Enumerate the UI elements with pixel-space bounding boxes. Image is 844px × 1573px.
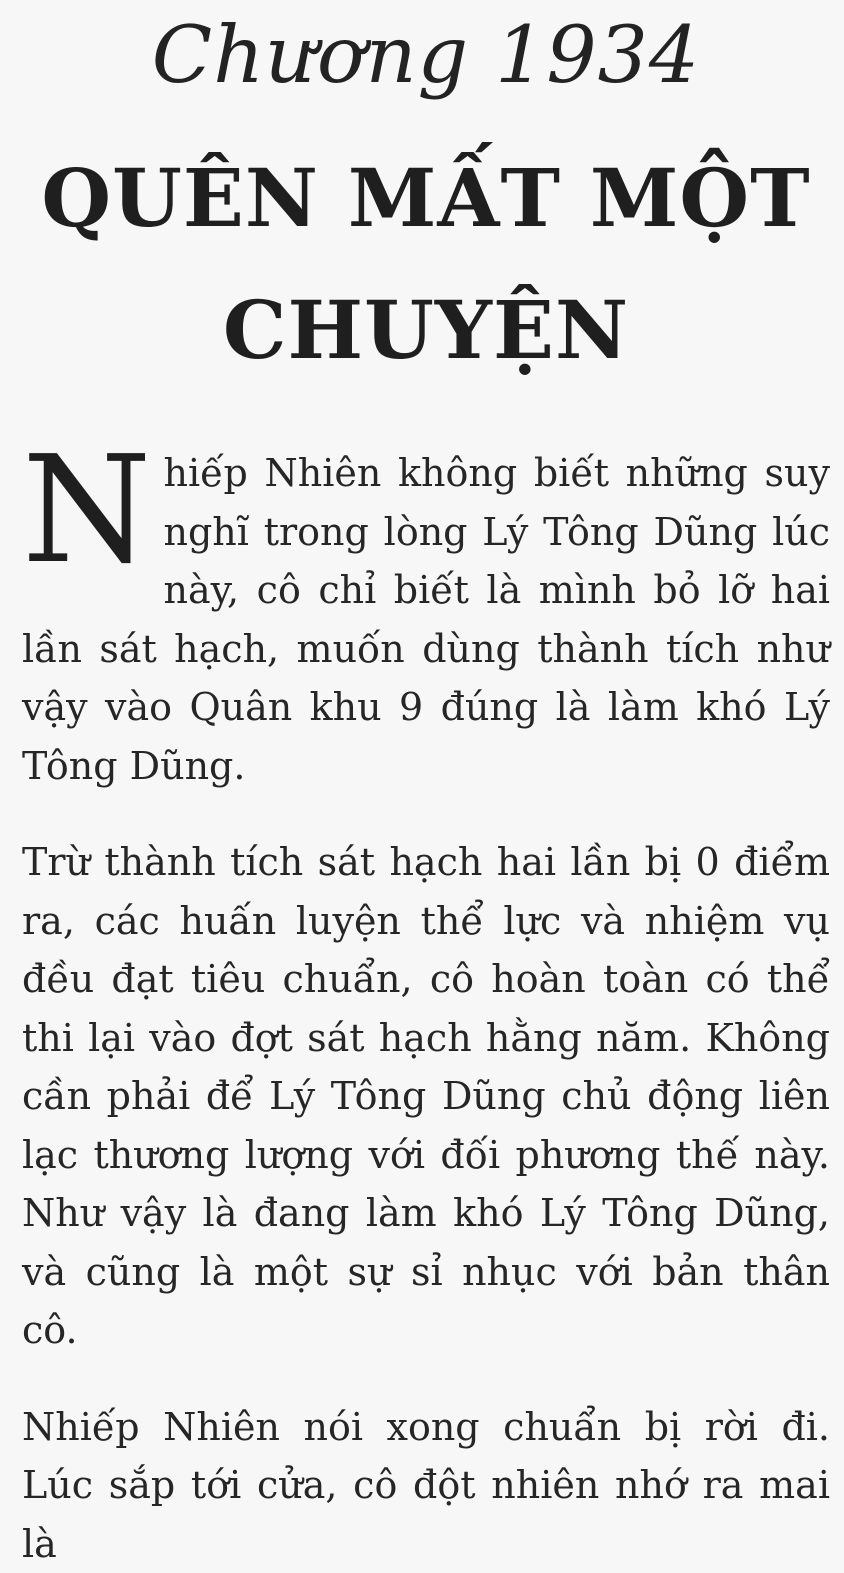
paragraph-3: Nhiếp Nhiên nói xong chuẩn bị rời đi. Lúc sắp tới cửa, cô đột nhiên nhớ ra mai là [22, 1398, 830, 1573]
chapter-number: Chương 1934 [22, 10, 830, 100]
paragraph-1 [22, 444, 830, 795]
drop-cap: N [22, 451, 152, 569]
chapter-title-line-2: CHUYỆN [22, 264, 830, 396]
chapter-title [22, 132, 830, 396]
paragraph-1-text: hiếp Nhiên không biết những suy nghĩ trong lòng Lý Tông Dũng lúc này, cô chỉ biết là mình bỏ lỡ hai lần sát hạch, muốn dùng thành tích như vậy vào Quân khu 9 đúng là làm khó Lý Tông Dũng. [22, 451, 830, 788]
chapter-body [22, 444, 830, 1573]
reader-page [0, 10, 844, 1470]
chapter-title-line-1: QUÊN MẤT MỘT [22, 132, 830, 264]
paragraph-2: Trừ thành tích sát hạch hai lần bị 0 điểm ra, các huấn luyện thể lực và nhiệm vụ đều đạt tiêu chuẩn, cô hoàn toàn có thể thi lại vào đợt sát hạch hằng năm. Không cần phải để Lý Tông Dũng chủ động liên lạc thương lượng với đối phương thế này. Như vậy là đang làm khó Lý Tông Dũng, và cũng là một sự sỉ nhục với bản thân cô. [22, 833, 830, 1360]
